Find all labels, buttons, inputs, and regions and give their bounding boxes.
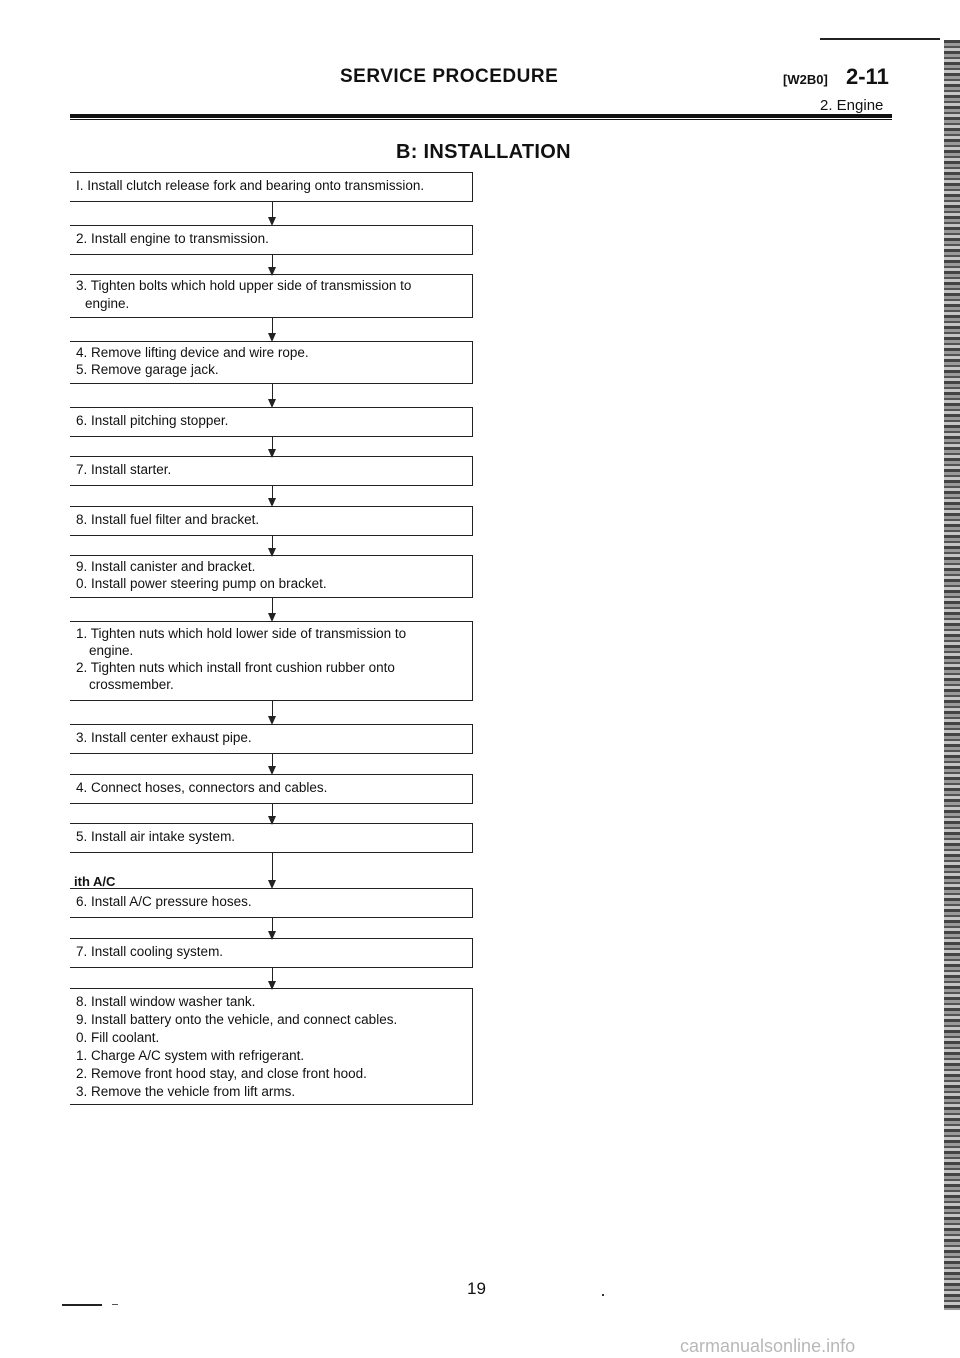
header-rule: [70, 114, 892, 118]
step-box: [70, 341, 473, 384]
step-line: 3. Tighten bolts which hold upper side of transmission to: [76, 278, 412, 293]
step-line: 1. Tighten nuts which hold lower side of transmission to: [76, 626, 407, 641]
step-box: [70, 823, 473, 853]
page-header-section: 2. Engine: [820, 97, 884, 114]
arrow-down-icon: [268, 536, 277, 557]
step-box: [70, 456, 473, 486]
step-line: 3. Remove the vehicle from lift arms.: [76, 1084, 296, 1099]
step-line: 9. Install canister and bracket.: [76, 559, 256, 574]
arrow-down-icon: [268, 968, 277, 990]
step-line: 3. Install center exhaust pipe.: [76, 730, 252, 745]
step-line: engine.: [85, 296, 130, 311]
arrow-down-icon: [268, 255, 277, 276]
step-line: 7. Install starter.: [76, 462, 172, 477]
step-line: 8. Install window washer tank.: [76, 994, 256, 1009]
step-line: 4. Remove lifting device and wire rope.: [76, 345, 309, 360]
step-line: 4. Connect hoses, connectors and cables.: [76, 780, 328, 795]
page-header-ref: 2-11: [846, 64, 889, 89]
arrow-down-icon: [268, 384, 277, 408]
step-line: 2. Install engine to transmission.: [76, 231, 269, 246]
step-box: [70, 988, 473, 1105]
step-box: [70, 407, 473, 437]
step-box: [70, 555, 473, 598]
step-line: 7. Install cooling system.: [76, 944, 224, 959]
arrow-down-icon: [268, 202, 277, 226]
step-box: [70, 225, 473, 255]
scan-dot: [602, 1294, 604, 1296]
footer-mark: [62, 1304, 102, 1306]
page-header-title: SERVICE PROCEDURE: [340, 66, 559, 87]
step-line: 6. Install pitching stopper.: [76, 413, 229, 428]
step-box: [70, 172, 473, 202]
arrow-down-icon: [268, 701, 277, 725]
header-rule-thin: [70, 119, 892, 120]
arrow-down-icon: [268, 598, 277, 622]
step-box: [70, 774, 473, 804]
watermark: carmanualsonline.info: [680, 1336, 856, 1356]
step-line: 0. Fill coolant.: [76, 1030, 160, 1045]
step-line: 6. Install A/C pressure hoses.: [76, 894, 252, 909]
step-line: 5. Install air intake system.: [76, 829, 236, 844]
arrow-down-icon: [268, 804, 277, 825]
step-line: 9. Install battery onto the vehicle, and connect cables.: [76, 1012, 398, 1027]
page-header-code: [W2B0]: [783, 72, 828, 87]
footer-mark-small: [112, 1304, 118, 1305]
step-line: crossmember.: [89, 677, 174, 692]
arrow-down-icon: [268, 437, 277, 458]
section-title: B: INSTALLATION: [396, 141, 571, 163]
step-line: 2. Tighten nuts which install front cushion rubber onto: [76, 660, 395, 675]
step-box: [70, 888, 473, 918]
step-line: 1. Charge A/C system with refrigerant.: [76, 1048, 305, 1063]
step-box: [70, 506, 473, 536]
step-box: [70, 938, 473, 968]
arrow-down-icon: [268, 918, 277, 940]
step-line: Ι. Install clutch release fork and bearing onto transmission.: [76, 178, 425, 193]
step-line: 2. Remove front hood stay, and close front hood.: [76, 1066, 367, 1081]
arrow-down-icon: [268, 318, 277, 342]
page-number: 19: [467, 1279, 486, 1298]
top-edge-line: [820, 38, 940, 40]
step-line: 8. Install fuel filter and bracket.: [76, 512, 260, 527]
step-box: [70, 621, 473, 701]
step-box: [70, 274, 473, 318]
step-box: [70, 724, 473, 754]
step-line: 5. Remove garage jack.: [76, 362, 219, 377]
arrow-down-icon: [268, 853, 277, 889]
step-line: engine.: [89, 643, 134, 658]
step-line: 0. Install power steering pump on bracket.: [76, 576, 327, 591]
condition-label: ith A/C: [74, 874, 116, 889]
scan-edge-shadow: [944, 40, 960, 1310]
arrow-down-icon: [268, 486, 277, 507]
arrow-down-icon: [268, 754, 277, 775]
